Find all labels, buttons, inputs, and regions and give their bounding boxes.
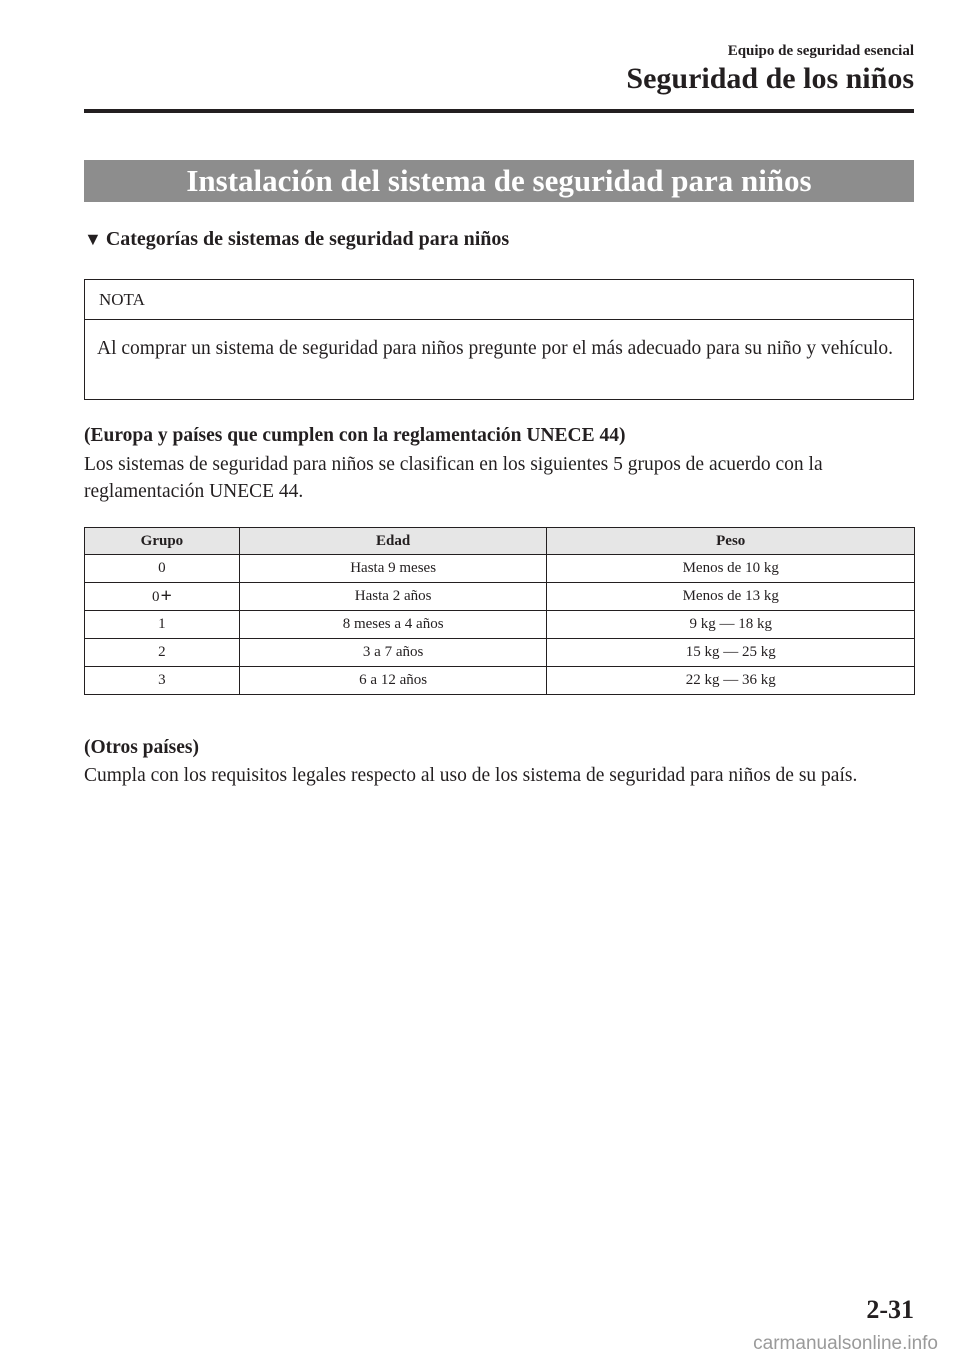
watermark: carmanualsonline.info [753,1333,938,1354]
page-number: 2-31 [866,1295,914,1324]
cell-edad: 8 meses a 4 años [239,611,547,639]
cell-peso: 9 kg — 18 kg [547,611,915,639]
subheading [84,226,509,252]
plus-icon: + [160,585,172,607]
header-edad: Edad [239,528,547,555]
cell-peso: Menos de 13 kg [547,583,915,611]
cell-peso: Menos de 10 kg [547,555,915,583]
note-body: Al comprar un sistema de seguridad para niños pregunte por el más adecuado para su niño y vehículo. [97,338,894,359]
cell-grupo: 0 [85,555,240,583]
running-header [626,42,914,97]
cell-grupo: 3 [85,667,240,695]
chapter-title: Equipo de seguridad esencial [727,43,914,59]
europe-heading: (Europa y países que cumplen con la reglamentación UNECE 44) [84,425,626,446]
section-banner: Instalación del sistema de seguridad para niños [84,160,914,202]
table-row [85,667,915,695]
other-countries-paragraph: Cumpla con los requisitos legales respecto al uso de los sistema de seguridad para niños de su país. [84,765,858,786]
section-title: Seguridad de los niños [626,62,914,95]
cell-grupo-value: 0 [151,589,160,605]
other-countries-heading: (Otros países) [84,737,200,758]
table-header-row [85,528,915,555]
cell-grupo: 2 [85,639,240,667]
cell-grupo: 1 [85,611,240,639]
table-row [85,611,915,639]
cell-peso: 15 kg — 25 kg [547,639,915,667]
table-row [85,555,915,583]
subheading-text: Categorías de sistemas de seguridad para niños [105,228,510,250]
cell-grupo [85,583,240,611]
header-rule [84,109,914,113]
cell-peso: 22 kg — 36 kg [547,667,915,695]
triangle-down-icon: ▼ [84,229,102,249]
child-restraint-group-table [84,527,915,695]
header-grupo: Grupo [85,528,240,555]
note-divider [85,319,913,320]
cell-edad: 3 a 7 años [239,639,547,667]
cell-edad: Hasta 2 años [239,583,547,611]
table-row [85,583,915,611]
header-peso: Peso [547,528,915,555]
europe-paragraph: Los sistemas de seguridad para niños se clasifican en los siguientes 5 grupos de acuerdo con la reglamentación UNECE 44. [84,454,823,502]
note-box [84,279,914,400]
cell-edad: Hasta 9 meses [239,555,547,583]
table-row [85,639,915,667]
cell-edad: 6 a 12 años [239,667,547,695]
note-title: NOTA [99,290,145,309]
